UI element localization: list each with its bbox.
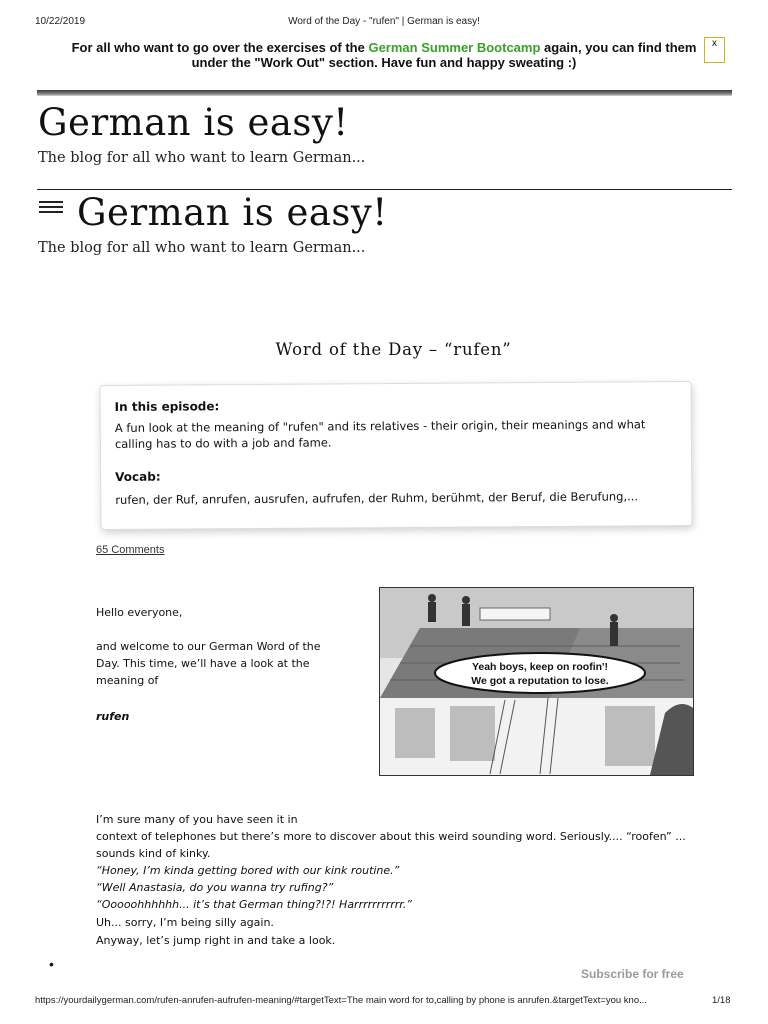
menu-icon[interactable] [39,201,63,213]
site-tagline-sticky: The blog for all who want to learn German... [38,240,366,256]
print-page-number: 1/18 [712,995,731,1006]
comments-link[interactable]: 65 Comments [96,544,165,556]
close-notice-button[interactable]: x [704,37,725,63]
notice-bar [37,36,731,88]
body-line-7: Uh... sorry, I’m being silly again. [96,916,274,929]
print-url: https://yourdailygerman.com/rufen-anrufen-aufrufen-meaning/#targetText=The main word for to,calling by phone is anrufen.&targetText=you kno... [35,995,648,1006]
print-doc-title: Word of the Day - "rufen" | German is easy! [288,16,480,27]
body-line-3: sounds kind of kinky. [96,847,211,860]
welcome-line-3: meaning of [96,674,159,687]
comic-caption-line-2: We got a reputation to lose. [471,675,609,687]
comic-caption-line-1: Yeah boys, keep on roofin'! [471,661,609,673]
vocab-heading: Vocab: [115,469,161,484]
body-line-5: “Well Anastasia, do you wanna try rufing?” [96,881,334,894]
body-line-4: “Honey, I’m kinda getting bored with our kink routine.” [96,864,400,877]
post-title: Word of the Day – “rufen” [275,340,512,359]
body-line-1: I’m sure many of you have seen it in [96,813,298,826]
bootcamp-link[interactable]: German Summer Bootcamp [368,40,541,55]
episode-heading: In this episode: [114,399,220,414]
header-shadow [37,90,732,96]
welcome-line-1: and welcome to our German Word of the [96,640,321,653]
episode-box [100,381,693,530]
body-line-6: “Ooooohhhhhh... it’s that German thing?!?! Harrrrrrrrrrr.” [96,898,412,911]
site-tagline: The blog for all who want to learn German... [38,150,366,166]
body-line-2: context of telephones but there’s more to discover about this weird sounding word. Seriously.... “roofen” ... [96,830,686,843]
episode-line-2: calling has to do with a job and fame. [114,435,332,451]
subscribe-button[interactable]: Subscribe for free [581,967,684,981]
print-date: 10/22/2019 [35,16,86,27]
site-title[interactable]: German is easy! [38,101,349,144]
episode-line-1: A fun look at the meaning of "rufen" and its relatives - their origin, their meanings and what [114,417,646,435]
site-title-sticky[interactable]: German is easy! [77,191,388,234]
roofers-comic-image [379,587,694,776]
list-bullet: • [49,956,54,972]
vocab-list: rufen, der Ruf, anrufen, ausrufen, aufrufen, der Ruhm, berühmt, der Beruf, die Berufung,... [115,489,639,507]
word-rufen: rufen [96,710,130,723]
comic-illustration [380,588,693,775]
welcome-line-2: Day. This time, we’ll have a look at the [96,657,310,670]
header-divider [37,189,732,190]
greeting: Hello everyone, [96,606,183,619]
notice-text: For all who want to go over the exercises of the German Summer Bootcamp again, you can find them under the "Work Out" section. Have fun and happy sweating :) [71,40,697,70]
body-line-8: Anyway, let’s jump right in and take a look. [96,934,336,947]
